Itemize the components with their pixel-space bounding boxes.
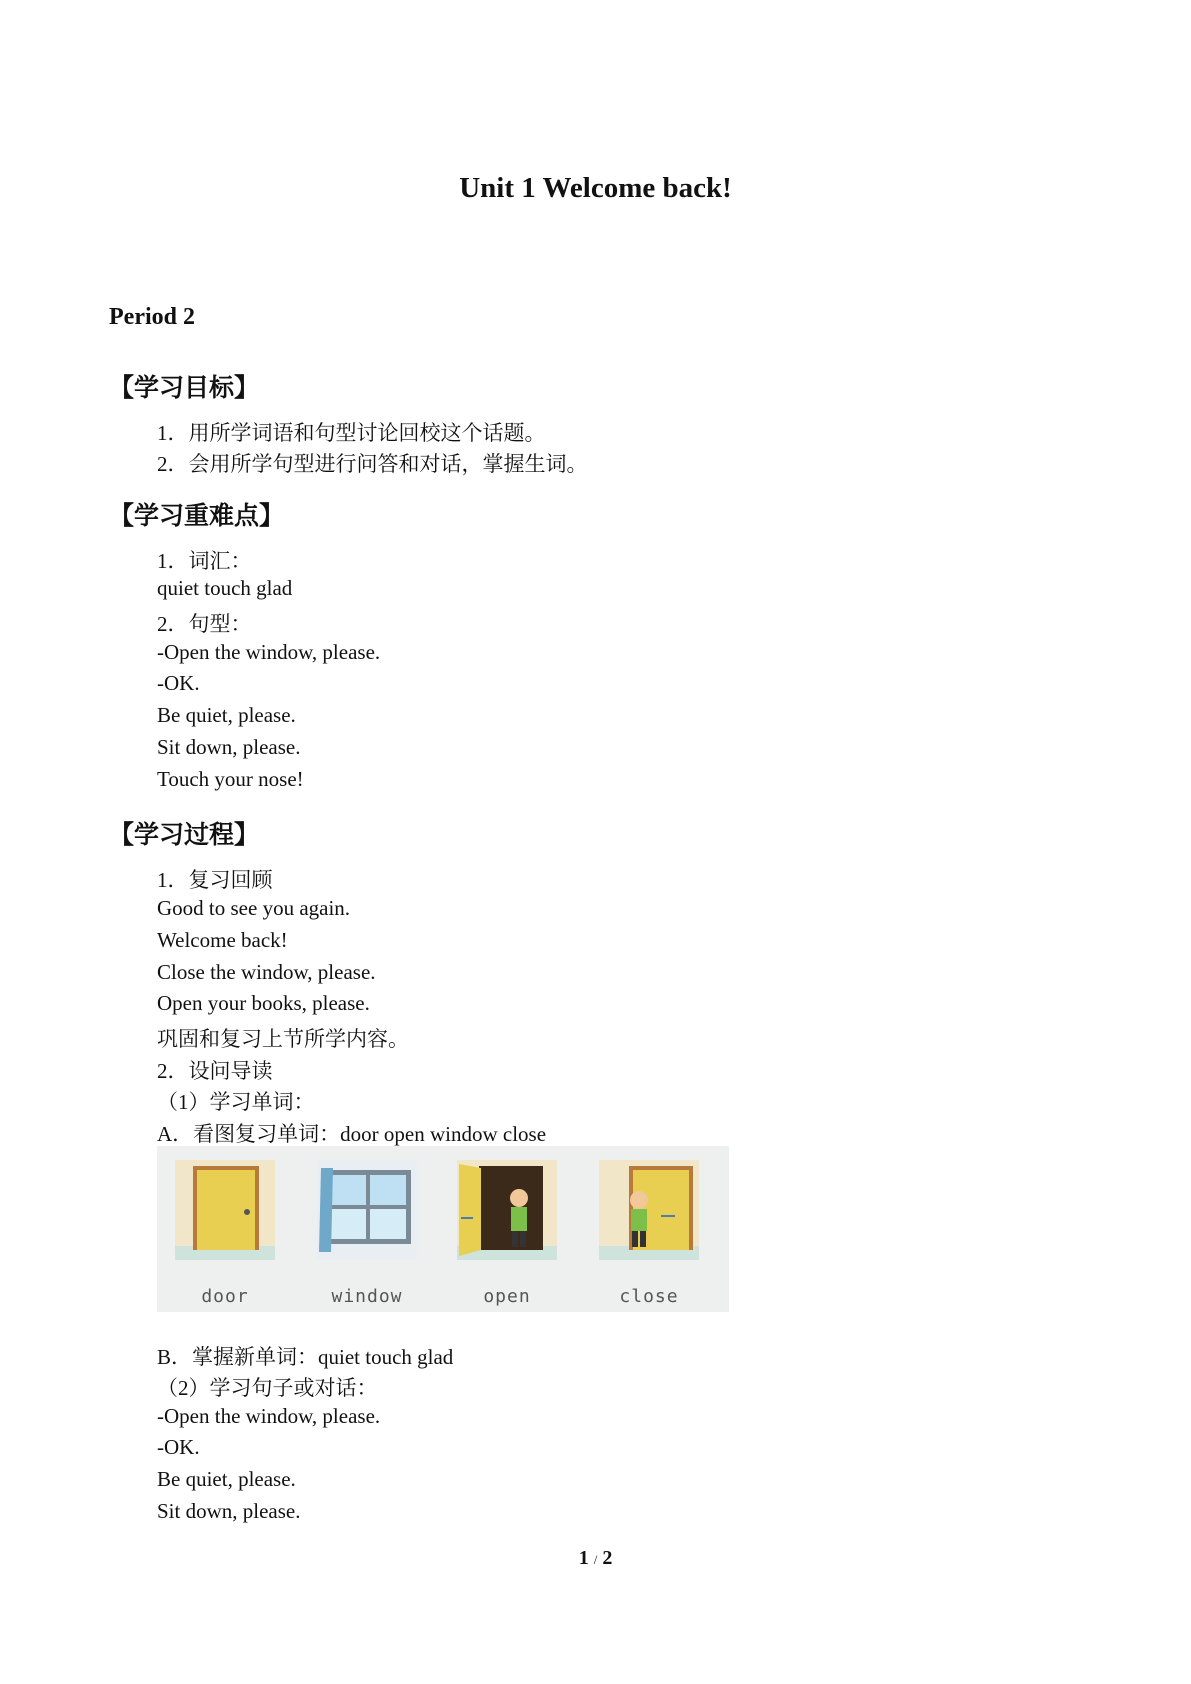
objective-item: 1．用所学词语和句型讨论回校这个话题。 bbox=[157, 421, 546, 445]
process-line: A．看图复习单词：door open window close bbox=[157, 1122, 547, 1146]
process-line: 巩固和复习上节所学内容。 bbox=[157, 1027, 409, 1051]
key-point-line: 1．词汇： bbox=[157, 549, 252, 573]
key-point-line: -OK. bbox=[157, 671, 200, 695]
process-line: Good to see you again. bbox=[157, 896, 351, 920]
process-line: -OK. bbox=[157, 1435, 200, 1459]
period-label: Period 2 bbox=[109, 304, 195, 330]
process-line: B．掌握新单词：quiet touch glad bbox=[157, 1345, 454, 1369]
key-point-line: Sit down, please. bbox=[157, 735, 301, 759]
key-point-line: Touch your nose! bbox=[157, 767, 304, 791]
process-line: Welcome back! bbox=[157, 928, 288, 952]
key-point-line: 2．句型： bbox=[157, 612, 252, 636]
process-line: （1）学习单词： bbox=[157, 1090, 315, 1114]
key-point-line: quiet touch glad bbox=[157, 576, 293, 600]
figure-caption-door: door bbox=[201, 1286, 249, 1307]
vocabulary-figure bbox=[157, 1146, 729, 1312]
total-pages: 2 bbox=[602, 1547, 613, 1569]
process-line: Open your books, please. bbox=[157, 991, 370, 1015]
process-line: Be quiet, please. bbox=[157, 1467, 296, 1491]
open-illustration bbox=[457, 1160, 557, 1260]
objective-item: 2．会用所学句型进行问答和对话，掌握生词。 bbox=[157, 452, 588, 476]
figure-caption-close: close bbox=[619, 1286, 679, 1307]
page-title: Unit 1 Welcome back! bbox=[459, 172, 732, 204]
figure-caption-open: open bbox=[483, 1286, 531, 1307]
figure-caption-window: window bbox=[331, 1286, 403, 1307]
process-line: 1．复习回顾 bbox=[157, 868, 273, 892]
door-illustration bbox=[175, 1160, 275, 1260]
page-separator: / bbox=[593, 1552, 598, 1567]
process-line: （2）学习句子或对话： bbox=[157, 1376, 378, 1400]
process-line: Close the window, please. bbox=[157, 960, 376, 984]
window-illustration bbox=[317, 1160, 417, 1260]
current-page: 1 bbox=[578, 1547, 589, 1569]
process-line: -Open the window, please. bbox=[157, 1404, 381, 1428]
section-heading-objectives: 【学习目标】 bbox=[109, 373, 260, 402]
process-line: 2．设问导读 bbox=[157, 1059, 273, 1083]
close-illustration bbox=[599, 1160, 699, 1260]
process-line: Sit down, please. bbox=[157, 1499, 301, 1523]
page-number bbox=[0, 1547, 1191, 1570]
key-point-line: Be quiet, please. bbox=[157, 703, 296, 727]
section-heading-process: 【学习过程】 bbox=[109, 820, 260, 849]
key-point-line: -Open the window, please. bbox=[157, 640, 381, 664]
section-heading-key-points: 【学习重难点】 bbox=[109, 501, 285, 530]
